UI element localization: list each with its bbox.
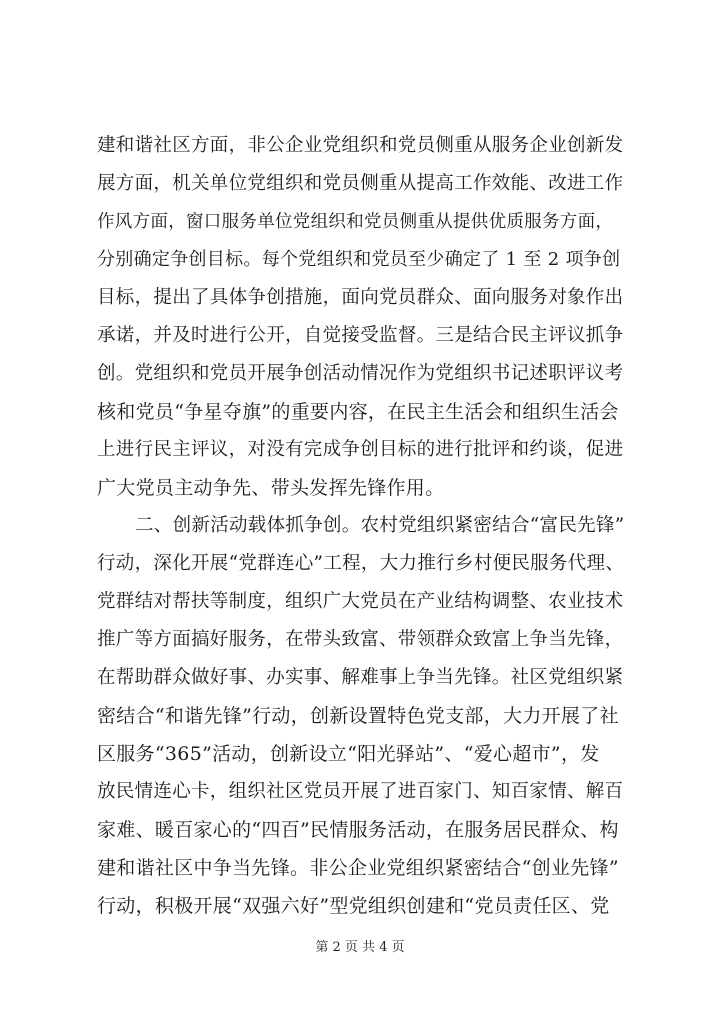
- body-text-line: 党群结对帮扶等制度，组织广大党员在产业结构调整、农业技术: [97, 591, 624, 612]
- paragraph-first-line: 二、创新活动载体抓争创。农村党组织紧密结合“富民先锋”: [135, 515, 625, 536]
- body-text-line: 承诺，并及时进行公开，自觉接受监督。三是结合民主评议抓争: [97, 325, 624, 346]
- body-text-line: 目标，提出了具体争创措施，面向党员群众、面向服务对象作出: [97, 287, 624, 308]
- body-text-line: 上进行民主评议，对没有完成争创目标的进行批评和约谈，促进: [97, 439, 624, 460]
- body-text-line: 广大党员主动争先、带头发挥先锋作用。: [97, 477, 445, 499]
- body-text-line: 区服务“365”活动，创新设立“阳光驿站”、“爱心超市”，发: [97, 743, 600, 765]
- page-number-footer: 第 2 页 共 4 页: [315, 940, 405, 955]
- body-text-line: 展方面，机关单位党组织和党员侧重从提高工作效能、改进工作: [97, 173, 624, 194]
- body-text-line: 密结合“和谐先锋”行动，创新设置特色党支部，大力开展了社: [97, 705, 619, 727]
- body-text-line: 行动，积极开展“双强六好”型党组织创建和“党员责任区、党: [97, 895, 610, 917]
- body-text-line: 建和谐社区中争当先锋。非公企业党组织紧密结合“创业先锋”: [97, 857, 619, 879]
- body-text-line: 放民情连心卡，组织社区党员开展了进百家门、知百家情、解百: [97, 781, 624, 802]
- body-text-line: 核和党员“争星夺旗”的重要内容，在民主生活会和组织生活会: [97, 401, 619, 423]
- body-text-line: 推广等方面搞好服务，在带头致富、带领群众致富上争当先锋，: [97, 629, 624, 650]
- body-text-line: 分别确定争创目标。每个党组织和党员至少确定了 1 至 2 项争创: [97, 249, 621, 270]
- body-text-line: 作风方面，窗口服务单位党组织和党员侧重从提供优质服务方面，: [97, 212, 614, 232]
- body-text-line: 在帮助群众做好事、办实事、解难事上争当先锋。社区党组织紧: [97, 667, 624, 688]
- body-text-line: 建和谐社区方面，非公企业党组织和党员侧重从服务企业创新发: [97, 135, 624, 156]
- body-text-line: 行动，深化开展“党群连心”工程，大力推行乡村便民服务代理、: [97, 553, 625, 574]
- body-text-line: 家难、暖百家心的“四百”民情服务活动，在服务居民群众、构: [97, 819, 619, 841]
- body-text-line: 创。党组织和党员开展争创活动情况作为党组织书记述职评议考: [97, 363, 624, 384]
